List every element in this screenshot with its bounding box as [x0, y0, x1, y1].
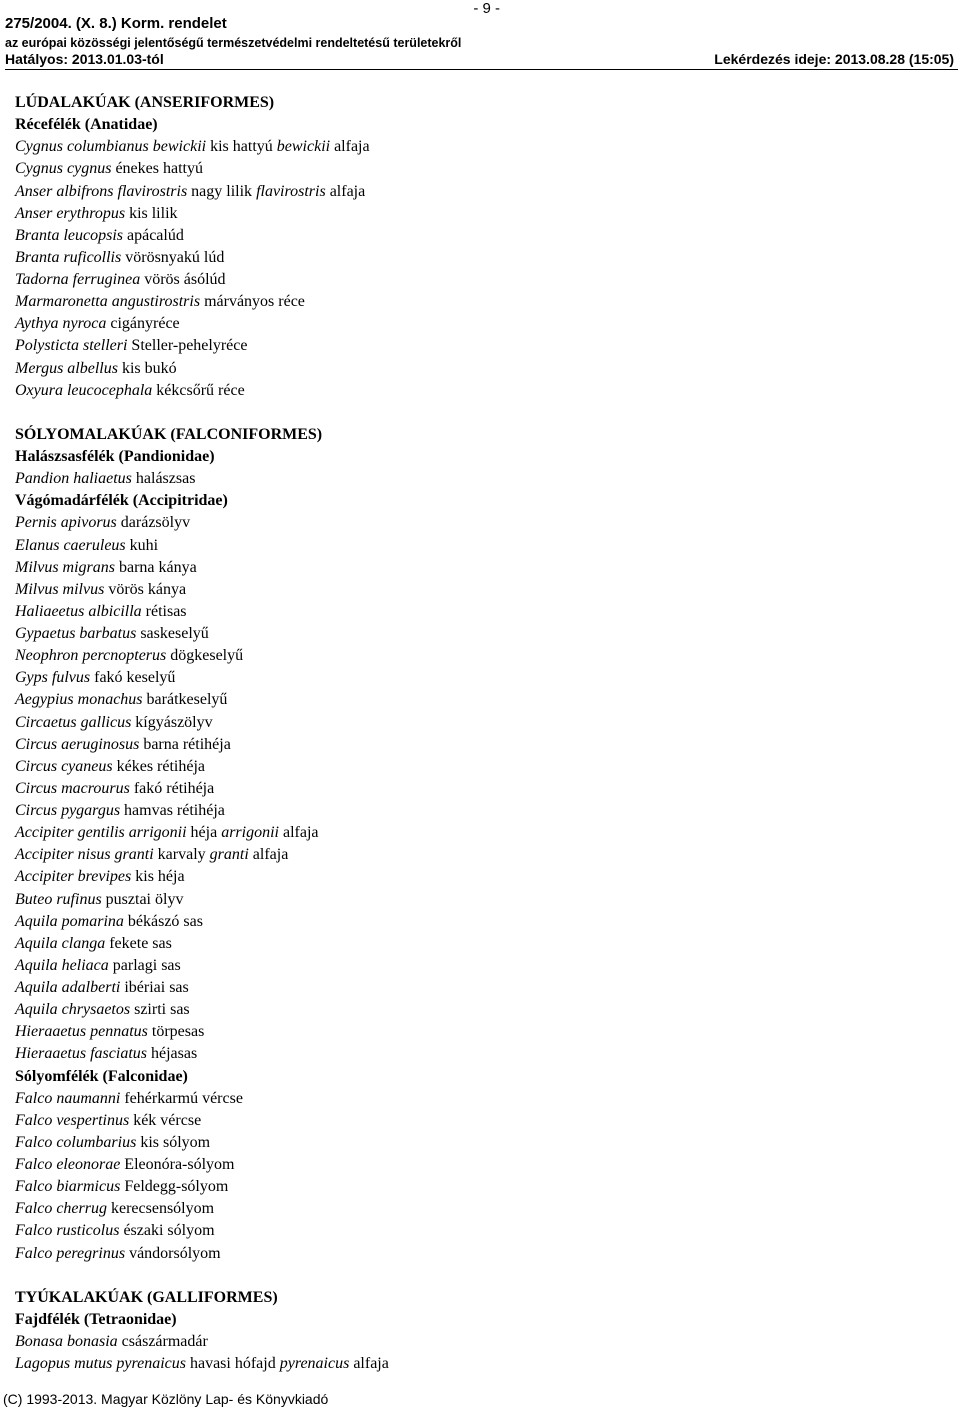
scientific-name: Falco columbarius — [15, 1133, 137, 1151]
scientific-name: Branta leucopsis — [15, 226, 123, 244]
page-number: - 9 - — [473, 0, 500, 17]
scientific-name: Aquila heliaca — [15, 956, 109, 974]
scientific-name: Aquila chrysaetos — [15, 1001, 131, 1019]
common-name: császármadár — [117, 1333, 208, 1350]
species-entry — [15, 181, 945, 203]
scientific-name: Falco biarmicus — [15, 1178, 121, 1196]
common-name: kis hattyú — [206, 138, 277, 156]
section-gap — [15, 402, 945, 424]
common-name: parlagi sas — [108, 956, 181, 974]
species-entry — [15, 557, 945, 579]
common-name: kis bukó — [117, 359, 177, 377]
species-entry — [15, 933, 945, 955]
common-name: fakó rétihéja — [129, 779, 215, 797]
common-name: karvaly — [153, 846, 210, 864]
species-entry — [15, 999, 945, 1021]
common-name: ibériai sas — [120, 979, 189, 996]
species-entry — [15, 844, 945, 866]
scientific-name: Haliaeetus albicilla — [15, 602, 142, 620]
scientific-name: Lagopus mutus pyrenaicus — [15, 1355, 186, 1373]
scientific-name: Neophron percnopterus — [15, 647, 167, 665]
common-name: törpesas — [147, 1023, 205, 1041]
scientific-name: Circaetus gallicus — [15, 713, 132, 731]
species-entry — [15, 712, 945, 734]
scientific-name: Circus cyaneus — [15, 757, 113, 775]
species-entry — [15, 977, 945, 999]
scientific-name: Circus pygargus — [15, 802, 121, 819]
species-entry — [15, 1353, 945, 1375]
scientific-name: Falco cherrug — [15, 1200, 107, 1218]
species-entry — [15, 380, 945, 402]
species-entry — [15, 512, 945, 534]
common-name: hamvas rétihéja — [120, 802, 225, 819]
common-name: dögkeselyű — [166, 647, 244, 665]
common-name: északi sólyom — [119, 1222, 215, 1240]
common-name: barna rétihéja — [139, 735, 231, 753]
scientific-name: Milvus milvus — [15, 580, 105, 598]
species-entry — [15, 1043, 945, 1065]
scientific-name: Branta ruficollis — [15, 248, 122, 266]
species-entry — [15, 778, 945, 800]
common-name: nagy lilik — [187, 182, 257, 200]
species-entry — [15, 601, 945, 623]
scientific-name: Accipiter brevipes — [15, 868, 132, 886]
common-name: apácalúd — [123, 226, 184, 244]
scientific-name: Oxyura leucocephala — [15, 381, 153, 399]
species-entry — [15, 889, 945, 911]
scientific-name: Falco peregrinus — [15, 1244, 126, 1262]
common-name: barátkeselyű — [142, 691, 228, 709]
species-entry — [15, 955, 945, 977]
scientific-name: Hieraaetus fasciatus — [15, 1045, 147, 1063]
species-entry — [15, 1331, 945, 1353]
common-name: alfaja — [325, 182, 366, 200]
scientific-name: Circus aeruginosus — [15, 735, 140, 753]
common-name: kékes rétihéja — [112, 757, 206, 775]
species-entry — [15, 1088, 945, 1110]
common-name: kerecsensólyom — [106, 1200, 215, 1218]
scientific-name: Buteo rufinus — [15, 890, 102, 908]
scientific-name: Tadorna ferruginea — [15, 271, 141, 288]
species-entry — [15, 535, 945, 557]
scientific-name: Hieraaetus pennatus — [15, 1023, 148, 1041]
scientific-name: Pandion haliaetus — [15, 470, 132, 488]
species-entry — [15, 1176, 945, 1198]
common-name: békászó sas — [123, 912, 203, 930]
scientific-name: Aquila adalberti — [15, 979, 121, 996]
scientific-name: Gyps fulvus — [15, 669, 91, 687]
scientific-name: Falco vespertinus — [15, 1111, 130, 1129]
scientific-name: Gypaetus barbatus — [15, 625, 137, 642]
species-entry — [15, 358, 945, 380]
species-entry — [15, 800, 945, 822]
order-heading: LÚDALAKÚAK (ANSERIFORMES) — [15, 94, 275, 111]
common-name: kék vércse — [129, 1111, 202, 1129]
family-heading: Halászsasfélék (Pandionidae) — [15, 448, 215, 465]
document-title: 275/2004. (X. 8.) Korm. rendelet — [5, 15, 227, 32]
family-heading: Sólyomfélék (Falconidae) — [15, 1067, 188, 1085]
header-divider — [5, 69, 958, 70]
common-name: vörös kánya — [104, 580, 187, 598]
species-list — [15, 92, 945, 1375]
common-name: halászsas — [131, 470, 196, 488]
common-name: Steller-pehelyréce — [127, 337, 248, 355]
species-entry — [15, 1132, 945, 1154]
common-name: fekete sas — [105, 934, 172, 952]
scientific-name: Anser albifrons flavirostris — [15, 182, 188, 200]
common-name: alfaja — [330, 138, 370, 156]
common-name: alfaja — [349, 1355, 389, 1373]
common-name: szirti sas — [130, 1001, 190, 1019]
species-entry — [15, 158, 945, 180]
common-name: cigányréce — [106, 315, 180, 333]
scientific-name: Marmaronetta angustirostris — [15, 293, 201, 311]
species-entry — [15, 313, 945, 335]
scientific-name: granti — [209, 846, 249, 864]
scientific-name: Pernis apivorus — [15, 514, 117, 532]
order-heading: SÓLYOMALAKÚAK (FALCONIFORMES) — [15, 425, 323, 443]
species-entry — [15, 1021, 945, 1043]
species-entry — [15, 468, 945, 490]
common-name: kuhi — [125, 536, 159, 554]
common-name: Feldegg-sólyom — [120, 1178, 229, 1196]
species-entry — [15, 1110, 945, 1132]
species-entry — [15, 734, 945, 756]
scientific-name: Aquila pomarina — [15, 912, 124, 930]
common-name: kis lilik — [125, 204, 178, 222]
species-entry — [15, 1220, 945, 1242]
species-entry — [15, 645, 945, 667]
family-heading: Vágómadárfélék (Accipitridae) — [15, 492, 228, 510]
common-name: vándorsólyom — [125, 1244, 221, 1262]
common-name: barna kánya — [115, 558, 197, 576]
species-entry — [15, 1198, 945, 1220]
scientific-name: bewickii — [276, 138, 331, 156]
species-entry — [15, 136, 945, 158]
species-entry — [15, 667, 945, 689]
query-date: Lekérdezés ideje: 2013.08.28 (15:05) — [714, 51, 954, 67]
common-name: héjasas — [147, 1045, 198, 1063]
species-entry — [15, 225, 945, 247]
common-name: héja — [186, 824, 222, 842]
family-heading: Fajdfélék (Tetraonidae) — [15, 1310, 177, 1328]
common-name: rétisas — [141, 602, 187, 620]
species-entry — [15, 203, 945, 225]
scientific-name: Accipiter gentilis arrigonii — [15, 824, 187, 842]
scientific-name: Anser erythropus — [15, 204, 126, 222]
scientific-name: Cygnus cygnus — [15, 160, 112, 178]
species-entry — [15, 579, 945, 601]
common-name: alfaja — [279, 824, 319, 842]
common-name: márványos réce — [200, 293, 305, 311]
common-name: kígyászölyv — [131, 713, 213, 731]
section-gap — [15, 1265, 945, 1287]
common-name: saskeselyű — [136, 625, 209, 642]
species-entry — [15, 269, 945, 291]
common-name: énekes hattyú — [111, 160, 203, 178]
scientific-name: Bonasa bonasia — [15, 1333, 118, 1350]
species-entry — [15, 1154, 945, 1176]
document-subtitle: az európai közösségi jelentőségű természetvédelmi rendeltetésű területekről — [5, 36, 462, 50]
common-name: kékcsőrű réce — [152, 381, 245, 399]
species-entry — [15, 291, 945, 313]
common-name: Eleonóra-sólyom — [120, 1156, 235, 1173]
common-name: pusztai ölyv — [101, 890, 184, 908]
scientific-name: flavirostris — [256, 182, 326, 200]
common-name: kis sólyom — [136, 1133, 211, 1151]
species-entry — [15, 822, 945, 844]
scientific-name: arrigonii — [221, 824, 279, 842]
scientific-name: Falco eleonorae — [15, 1156, 121, 1173]
scientific-name: Polysticta stelleri — [15, 337, 128, 355]
scientific-name: Elanus caeruleus — [15, 536, 126, 554]
scientific-name: Aythya nyroca — [15, 315, 107, 333]
family-heading: Récefélék (Anatidae) — [15, 116, 158, 134]
scientific-name: Cygnus columbianus bewickii — [15, 138, 207, 156]
scientific-name: Mergus albellus — [15, 359, 118, 377]
effective-date: Hatályos: 2013.01.03-tól — [5, 51, 164, 67]
scientific-name: Falco rusticolus — [15, 1222, 120, 1240]
order-heading: TYÚKALAKÚAK (GALLIFORMES) — [15, 1288, 278, 1306]
common-name: darázsölyv — [116, 514, 191, 532]
common-name: havasi hófajd — [185, 1355, 280, 1373]
copyright-footer: (C) 1993-2013. Magyar Közlöny Lap- és Könyvkiadó — [3, 1391, 329, 1407]
species-entry — [15, 1243, 945, 1265]
species-entry — [15, 689, 945, 711]
common-name: alfaja — [248, 846, 289, 864]
scientific-name: Falco naumanni — [15, 1089, 121, 1107]
species-entry — [15, 247, 945, 269]
species-entry — [15, 335, 945, 357]
species-entry — [15, 866, 945, 888]
common-name: fakó keselyű — [90, 669, 176, 687]
common-name: kis héja — [131, 868, 185, 886]
common-name: fehérkarmú vércse — [120, 1089, 243, 1107]
common-name: vörös ásólúd — [140, 271, 226, 288]
scientific-name: Milvus migrans — [15, 558, 115, 576]
scientific-name: Aegypius monachus — [15, 691, 143, 709]
scientific-name: Circus macrourus — [15, 779, 130, 797]
scientific-name: Accipiter nisus granti — [15, 846, 154, 864]
species-entry — [15, 756, 945, 778]
scientific-name: pyrenaicus — [279, 1355, 350, 1373]
species-entry — [15, 911, 945, 933]
species-entry — [15, 623, 945, 645]
scientific-name: Aquila clanga — [15, 934, 106, 952]
common-name: vörösnyakú lúd — [121, 248, 225, 266]
